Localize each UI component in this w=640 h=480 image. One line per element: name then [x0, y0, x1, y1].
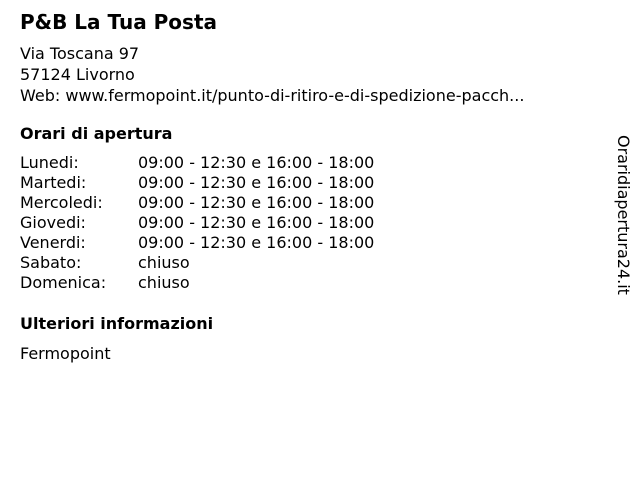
hours-value: 09:00 - 12:30 e 16:00 - 18:00	[138, 213, 375, 232]
day-label: Giovedi:	[20, 213, 86, 232]
opening-hours-table	[20, 153, 374, 293]
hours-row-saturday	[20, 253, 374, 273]
hours-row-sunday	[20, 273, 374, 293]
hours-row-friday	[20, 233, 374, 253]
additional-info-text: Fermopoint	[20, 344, 111, 363]
hours-row-tuesday	[20, 173, 374, 193]
additional-info-heading: Ulteriori informazioni	[20, 314, 214, 333]
postal-city: 57124 Livorno	[20, 65, 135, 84]
hours-value: 09:00 - 12:30 e 16:00 - 18:00	[138, 173, 375, 192]
website-link[interactable]: Web: www.fermopoint.it/punto-di-ritiro-e-di-spedizione-pacch...	[20, 86, 525, 105]
opening-hours-heading: Orari di apertura	[20, 124, 173, 143]
address-block	[20, 43, 524, 106]
day-label: Sabato:	[20, 253, 82, 272]
day-label: Domenica:	[20, 273, 107, 292]
hours-value: chiuso	[138, 273, 190, 292]
hours-value: 09:00 - 12:30 e 16:00 - 18:00	[138, 153, 375, 172]
day-label: Mercoledi:	[20, 193, 103, 212]
day-label: Venerdi:	[20, 233, 86, 252]
side-brand-watermark: Oraridiapertura24.it	[614, 135, 633, 295]
street-address: Via Toscana 97	[20, 44, 140, 63]
hours-row-thursday	[20, 213, 374, 233]
hours-value: chiuso	[138, 253, 190, 272]
hours-row-monday	[20, 153, 374, 173]
hours-row-wednesday	[20, 193, 374, 213]
day-label: Martedi:	[20, 173, 87, 192]
hours-value: 09:00 - 12:30 e 16:00 - 18:00	[138, 233, 375, 252]
hours-value: 09:00 - 12:30 e 16:00 - 18:00	[138, 193, 375, 212]
day-label: Lunedi:	[20, 153, 79, 172]
business-name: P&B La Tua Posta	[20, 10, 218, 34]
